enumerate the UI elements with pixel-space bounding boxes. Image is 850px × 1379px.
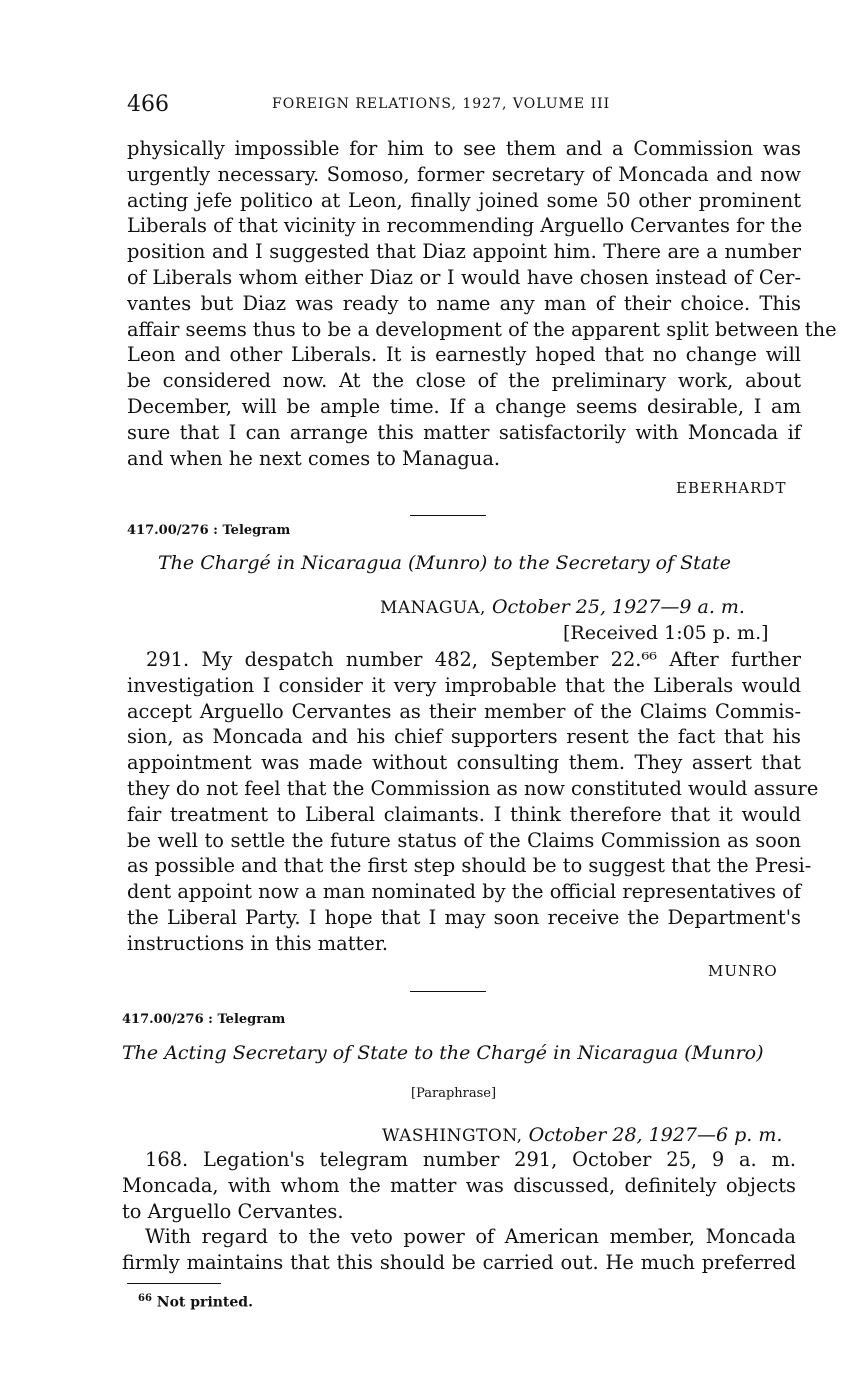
- text-line: of Liberals whom either Diaz or I would have chosen instead of Cer-: [127, 265, 801, 289]
- text-line: December, will be ample time. If a change seems desirable, I am: [127, 394, 801, 418]
- file-reference: 417.00/276 : Telegram: [122, 1012, 286, 1027]
- page-number: 466: [127, 92, 169, 117]
- text-line: the Liberal Party. I hope that I may soon receive the Department's: [127, 905, 801, 929]
- signature-eberhardt: EBERHARDT: [676, 479, 787, 497]
- text-line: sion, as Moncada and his chief supporters resent the fact that his: [127, 725, 801, 749]
- text-line: 168. Legation's telegram number 291, October 25, 9 a. m.: [145, 1148, 796, 1171]
- dateline-date: October 28, 1927—6 p. m.: [528, 1124, 783, 1146]
- text-line: accept Arguello Cervantes as their member of the Claims Commis-: [127, 699, 801, 723]
- text-line: physically impossible for him to see them and a Commission was: [127, 137, 801, 160]
- page-header: [127, 92, 799, 122]
- text-line: dent appoint now a man nominated by the official representatives of: [127, 880, 801, 904]
- text-line: fair treatment to Liberal claimants. I think therefore that it would: [127, 802, 801, 826]
- document-title: The Acting Secretary of State to the Chargé in Nicaragua (Munro): [122, 1042, 764, 1064]
- text-line: they do not feel that the Commission as now constituted would assure: [127, 776, 819, 800]
- text-line: as possible and that the first step should be to suggest that the Presi-: [127, 854, 812, 878]
- text-line: sure that I can arrange this matter satisfactorily with Moncada if: [127, 420, 801, 444]
- text-line: instructions in this matter.: [127, 931, 389, 955]
- dateline-place: MANAGUA,: [380, 598, 486, 618]
- text-line: be considered now. At the close of the preliminary work, about: [127, 369, 801, 393]
- text-line: 291. My despatch number 482, September 22.⁶⁶ After further: [146, 648, 801, 671]
- dateline: [382, 1124, 782, 1146]
- file-reference: 417.00/276 : Telegram: [127, 523, 291, 538]
- carryover-paragraph: [127, 136, 837, 471]
- signature-munro: MUNRO: [708, 962, 778, 980]
- text-line: affair seems thus to be a development of the apparent split between the: [127, 317, 837, 341]
- text-line: be well to settle the future status of the Claims Commission as soon: [127, 828, 801, 852]
- text-line: Moncada, with whom the matter was discussed, definitely objects: [122, 1173, 796, 1197]
- dateline-date: October 25, 1927—9 a. m.: [491, 596, 745, 618]
- footnote: [138, 1293, 253, 1311]
- footnote-text: Not printed.: [156, 1294, 253, 1311]
- dateline: [380, 596, 745, 618]
- telegram-291-body: [127, 647, 819, 957]
- section-divider: [410, 991, 486, 992]
- text-line: investigation I consider it very improbable that the Liberals would: [127, 673, 801, 697]
- footnote-marker: 66: [138, 1293, 152, 1304]
- document-title: The Chargé in Nicaragua (Munro) to the Secretary of State: [158, 552, 732, 574]
- text-line: acting jefe politico at Leon, finally joined some 50 other prominent: [127, 188, 801, 212]
- text-line: urgently necessary. Somoso, former secretary of Moncada and now: [127, 162, 801, 186]
- telegram-168-body: [122, 1147, 796, 1276]
- text-line: Liberals of that vicinity in recommending Arguello Cervantes for the: [127, 214, 803, 238]
- paraphrase-note: [Paraphrase]: [411, 1086, 497, 1101]
- text-line: With regard to the veto power of American member, Moncada: [145, 1225, 796, 1249]
- section-divider: [410, 515, 486, 516]
- dateline-place: WASHINGTON,: [382, 1126, 523, 1146]
- text-line: appointment was made without consulting them. They assert that: [127, 751, 801, 775]
- text-line: vantes but Diaz was ready to name any man of their choice. This: [127, 291, 801, 315]
- text-line: firmly maintains that this should be carried out. He much preferred: [122, 1251, 796, 1275]
- text-line: position and I suggested that Diaz appoint him. There are a number: [127, 240, 801, 264]
- footnote-divider: [127, 1283, 221, 1284]
- text-line: and when he next comes to Managua.: [127, 446, 501, 470]
- text-line: Leon and other Liberals. It is earnestly hoped that no change will: [127, 343, 801, 367]
- running-head: FOREIGN RELATIONS, 1927, VOLUME III: [272, 96, 611, 112]
- received-note: [Received 1:05 p. m.]: [563, 622, 769, 644]
- text-line: to Arguello Cervantes.: [122, 1199, 344, 1223]
